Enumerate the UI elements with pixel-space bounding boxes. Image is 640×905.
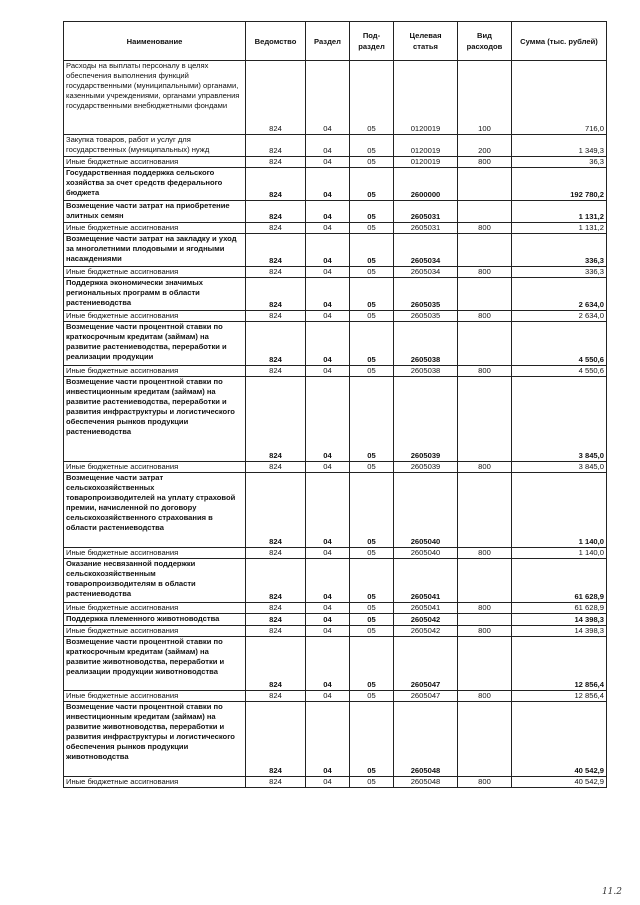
- cell-name: Иные бюджетные ассигнования: [64, 548, 246, 559]
- table-row: [64, 377, 607, 462]
- table-row: [64, 234, 607, 267]
- table-row: [64, 462, 607, 473]
- cell-sum: 12 856,4: [512, 691, 607, 702]
- cell-subsection: 05: [350, 278, 394, 311]
- cell-type: [458, 614, 512, 626]
- cell-type: 800: [458, 267, 512, 278]
- cell-section: 04: [306, 559, 350, 603]
- cell-type: 800: [458, 691, 512, 702]
- cell-target: 2600000: [394, 168, 458, 201]
- cell-target: 2605038: [394, 366, 458, 377]
- cell-sum: 4 550,6: [512, 366, 607, 377]
- cell-sum: 1 349,3: [512, 135, 607, 157]
- cell-type: 100: [458, 61, 512, 135]
- cell-subsection: 05: [350, 61, 394, 135]
- cell-target: 2605047: [394, 637, 458, 691]
- cell-sum: 40 542,9: [512, 702, 607, 777]
- cell-section: 04: [306, 473, 350, 548]
- cell-name: Иные бюджетные ассигнования: [64, 462, 246, 473]
- cell-subsection: 05: [350, 201, 394, 223]
- cell-dept: 824: [246, 267, 306, 278]
- cell-subsection: 05: [350, 168, 394, 201]
- cell-dept: 824: [246, 223, 306, 234]
- cell-name: Возмещение части затрат на приобретение элитных семян: [64, 201, 246, 223]
- cell-dept: 824: [246, 322, 306, 366]
- cell-subsection: 05: [350, 777, 394, 788]
- cell-dept: 824: [246, 366, 306, 377]
- cell-dept: 824: [246, 61, 306, 135]
- cell-dept: 824: [246, 278, 306, 311]
- page-mark: 11.2: [601, 887, 622, 897]
- cell-dept: 824: [246, 702, 306, 777]
- table-row: [64, 278, 607, 311]
- table-row: [64, 157, 607, 168]
- table-row: [64, 61, 607, 135]
- cell-name: Иные бюджетные ассигнования: [64, 311, 246, 322]
- cell-name: Иные бюджетные ассигнования: [64, 777, 246, 788]
- table-row: [64, 777, 607, 788]
- cell-subsection: 05: [350, 473, 394, 548]
- table-row: [64, 637, 607, 691]
- cell-sum: 1 140,0: [512, 473, 607, 548]
- table-row: [64, 201, 607, 223]
- cell-target: 2605031: [394, 223, 458, 234]
- cell-type: [458, 377, 512, 462]
- cell-name: Возмещение части процентной ставки по инвестиционным кредитам (займам) на развитие растениеводства, переработки и развития инфраструктуры и логистического обеспечения рынков продукции растениеводства: [64, 377, 246, 462]
- cell-name: Иные бюджетные ассигнования: [64, 267, 246, 278]
- cell-name: Возмещение части процентной ставки по инвестиционным кредитам (займам) на развитие животноводства, переработки и развития инфраструктуры и логистического обеспечения рынков продукции животноводства: [64, 702, 246, 777]
- cell-target: 2605040: [394, 548, 458, 559]
- table-row: [64, 223, 607, 234]
- cell-subsection: 05: [350, 462, 394, 473]
- cell-target: 2605047: [394, 691, 458, 702]
- cell-target: 2605034: [394, 267, 458, 278]
- cell-dept: 824: [246, 626, 306, 637]
- cell-name: Закупка товаров, работ и услуг для государственных (муниципальных) нужд: [64, 135, 246, 157]
- cell-subsection: 05: [350, 614, 394, 626]
- cell-section: 04: [306, 223, 350, 234]
- cell-target: 2605039: [394, 462, 458, 473]
- cell-subsection: 05: [350, 157, 394, 168]
- table-row: [64, 168, 607, 201]
- cell-section: 04: [306, 61, 350, 135]
- cell-type: [458, 702, 512, 777]
- cell-type: 800: [458, 366, 512, 377]
- cell-target: 0120019: [394, 157, 458, 168]
- cell-sum: 192 780,2: [512, 168, 607, 201]
- table-header-row: [64, 22, 607, 61]
- cell-dept: 824: [246, 135, 306, 157]
- cell-subsection: 05: [350, 311, 394, 322]
- cell-type: [458, 168, 512, 201]
- cell-type: [458, 473, 512, 548]
- cell-dept: 824: [246, 691, 306, 702]
- cell-sum: 336,3: [512, 234, 607, 267]
- cell-name: Иные бюджетные ассигнования: [64, 626, 246, 637]
- cell-subsection: 05: [350, 691, 394, 702]
- header-type: Вид расходов: [458, 22, 512, 61]
- cell-type: [458, 322, 512, 366]
- cell-name: Возмещение части затрат на закладку и уход за многолетними плодовыми и ягодными насаждениями: [64, 234, 246, 267]
- cell-dept: 824: [246, 548, 306, 559]
- cell-section: 04: [306, 548, 350, 559]
- cell-target: 2605042: [394, 626, 458, 637]
- cell-section: 04: [306, 614, 350, 626]
- cell-sum: 36,3: [512, 157, 607, 168]
- cell-name: Расходы на выплаты персоналу в целях обеспечения выполнения функций государственными (муниципальными) органами, казенными учреждениями, органами управления государственными внебюджетными фондами: [64, 61, 246, 135]
- cell-section: 04: [306, 626, 350, 637]
- cell-name: Иные бюджетные ассигнования: [64, 157, 246, 168]
- cell-dept: 824: [246, 234, 306, 267]
- cell-target: 2605038: [394, 322, 458, 366]
- cell-name: Поддержка племенного животноводства: [64, 614, 246, 626]
- cell-section: 04: [306, 366, 350, 377]
- cell-section: 04: [306, 234, 350, 267]
- table-row: [64, 366, 607, 377]
- cell-dept: 824: [246, 473, 306, 548]
- cell-target: 2605048: [394, 777, 458, 788]
- cell-dept: 824: [246, 201, 306, 223]
- header-name: Наименование: [64, 22, 246, 61]
- cell-type: 800: [458, 311, 512, 322]
- cell-dept: 824: [246, 614, 306, 626]
- cell-target: 2605031: [394, 201, 458, 223]
- cell-sum: 4 550,6: [512, 322, 607, 366]
- cell-section: 04: [306, 322, 350, 366]
- cell-name: Иные бюджетные ассигнования: [64, 223, 246, 234]
- cell-target: 2605048: [394, 702, 458, 777]
- cell-section: 04: [306, 201, 350, 223]
- table-row: [64, 702, 607, 777]
- cell-sum: 2 634,0: [512, 311, 607, 322]
- cell-section: 04: [306, 377, 350, 462]
- cell-type: 800: [458, 157, 512, 168]
- header-target: Целевая статья: [394, 22, 458, 61]
- cell-section: 04: [306, 637, 350, 691]
- cell-type: 800: [458, 603, 512, 614]
- cell-subsection: 05: [350, 702, 394, 777]
- cell-type: [458, 637, 512, 691]
- cell-type: [458, 559, 512, 603]
- cell-type: [458, 278, 512, 311]
- cell-type: 800: [458, 462, 512, 473]
- header-sum: Сумма (тыс. рублей): [512, 22, 607, 61]
- cell-sum: 61 628,9: [512, 603, 607, 614]
- cell-target: 2605040: [394, 473, 458, 548]
- cell-dept: 824: [246, 168, 306, 201]
- cell-dept: 824: [246, 637, 306, 691]
- cell-subsection: 05: [350, 559, 394, 603]
- budget-table: [63, 21, 607, 788]
- cell-name: Иные бюджетные ассигнования: [64, 691, 246, 702]
- cell-target: 2605042: [394, 614, 458, 626]
- cell-dept: 824: [246, 777, 306, 788]
- table-row: [64, 311, 607, 322]
- cell-sum: 1 131,2: [512, 201, 607, 223]
- cell-sum: 336,3: [512, 267, 607, 278]
- cell-section: 04: [306, 777, 350, 788]
- cell-target: 2605035: [394, 278, 458, 311]
- cell-target: 2605041: [394, 603, 458, 614]
- cell-section: 04: [306, 157, 350, 168]
- table-row: [64, 473, 607, 548]
- header-subsection: Под-раздел: [350, 22, 394, 61]
- cell-dept: 824: [246, 157, 306, 168]
- cell-type: 800: [458, 626, 512, 637]
- cell-type: [458, 234, 512, 267]
- cell-sum: 2 634,0: [512, 278, 607, 311]
- cell-name: Иные бюджетные ассигнования: [64, 366, 246, 377]
- header-section: Раздел: [306, 22, 350, 61]
- table-row: [64, 614, 607, 626]
- cell-name: Государственная поддержка сельского хозяйства за счет средств федерального бюджета: [64, 168, 246, 201]
- cell-name: Возмещение части затрат сельскохозяйственных товаропроизводителей на уплату страховой премии, начисленной по договору сельскохозяйственного страхования в области растениеводства: [64, 473, 246, 548]
- cell-section: 04: [306, 603, 350, 614]
- cell-sum: 12 856,4: [512, 637, 607, 691]
- cell-section: 04: [306, 691, 350, 702]
- cell-section: 04: [306, 168, 350, 201]
- table-row: [64, 626, 607, 637]
- header-dept: Ведомство: [246, 22, 306, 61]
- table-row: [64, 548, 607, 559]
- cell-target: 2605039: [394, 377, 458, 462]
- cell-type: 800: [458, 548, 512, 559]
- cell-dept: 824: [246, 559, 306, 603]
- table-row: [64, 135, 607, 157]
- cell-dept: 824: [246, 377, 306, 462]
- cell-section: 04: [306, 267, 350, 278]
- table-row: [64, 603, 607, 614]
- cell-name: Возмещение части процентной ставки по краткосрочным кредитам (займам) на развитие животноводства, переработки и реализации продукции животноводства: [64, 637, 246, 691]
- cell-subsection: 05: [350, 135, 394, 157]
- cell-section: 04: [306, 702, 350, 777]
- cell-subsection: 05: [350, 234, 394, 267]
- cell-name: Оказание несвязанной поддержки сельскохозяйственным товаропроизводителям в области растениеводства: [64, 559, 246, 603]
- cell-subsection: 05: [350, 223, 394, 234]
- cell-name: Возмещение части процентной ставки по краткосрочным кредитам (займам) на развитие растениеводства, переработки и реализации продукции: [64, 322, 246, 366]
- cell-sum: 3 845,0: [512, 377, 607, 462]
- cell-type: [458, 201, 512, 223]
- table-row: [64, 267, 607, 278]
- cell-name: Иные бюджетные ассигнования: [64, 603, 246, 614]
- cell-name: Поддержка экономически значимых региональных программ в области растениеводства: [64, 278, 246, 311]
- cell-section: 04: [306, 311, 350, 322]
- cell-sum: 14 398,3: [512, 626, 607, 637]
- table-row: [64, 322, 607, 366]
- table-row: [64, 559, 607, 603]
- cell-section: 04: [306, 462, 350, 473]
- cell-sum: 1 131,2: [512, 223, 607, 234]
- cell-dept: 824: [246, 311, 306, 322]
- cell-target: 0120019: [394, 135, 458, 157]
- cell-section: 04: [306, 135, 350, 157]
- cell-target: 2605034: [394, 234, 458, 267]
- cell-target: 0120019: [394, 61, 458, 135]
- cell-subsection: 05: [350, 377, 394, 462]
- cell-subsection: 05: [350, 267, 394, 278]
- cell-dept: 824: [246, 462, 306, 473]
- cell-sum: 14 398,3: [512, 614, 607, 626]
- cell-subsection: 05: [350, 603, 394, 614]
- table-row: [64, 691, 607, 702]
- cell-sum: 61 628,9: [512, 559, 607, 603]
- cell-sum: 1 140,0: [512, 548, 607, 559]
- cell-section: 04: [306, 278, 350, 311]
- cell-sum: 716,0: [512, 61, 607, 135]
- cell-subsection: 05: [350, 322, 394, 366]
- cell-subsection: 05: [350, 548, 394, 559]
- cell-subsection: 05: [350, 626, 394, 637]
- cell-target: 2605041: [394, 559, 458, 603]
- cell-target: 2605035: [394, 311, 458, 322]
- cell-dept: 824: [246, 603, 306, 614]
- cell-type: 800: [458, 223, 512, 234]
- cell-type: 800: [458, 777, 512, 788]
- cell-sum: 3 845,0: [512, 462, 607, 473]
- cell-type: 200: [458, 135, 512, 157]
- cell-sum: 40 542,9: [512, 777, 607, 788]
- cell-subsection: 05: [350, 637, 394, 691]
- cell-subsection: 05: [350, 366, 394, 377]
